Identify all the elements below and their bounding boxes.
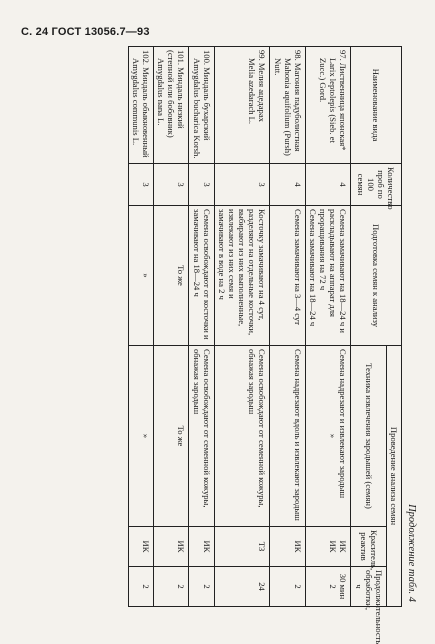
stain-cell: ИК <box>189 527 214 567</box>
stain-cell: ТЗ <box>214 527 270 567</box>
technique-text: » <box>328 433 339 439</box>
column-group-header-analysis: Проведение анализа семян <box>386 346 401 607</box>
row-number: 99. <box>257 50 268 61</box>
species-cell <box>128 47 153 164</box>
table-row <box>154 47 189 607</box>
column-header-name: Наименование вида <box>351 47 402 164</box>
species-name-ru: Миндаль бухарский <box>201 67 212 141</box>
technique-cell: Семена освобождают от семенной кожуры, обнажая зародыш <box>189 346 214 527</box>
preparation-cell: То же <box>154 206 189 346</box>
technique-cell <box>305 346 351 527</box>
preparation-cell: Косточку замачивают на 4 сут, разделяют на отдельные косточки, выбирают из них выполненные, извлекают из них семя и замачивают в воде на 2 ч <box>214 206 270 346</box>
species-name-ru: Мелия ацедарах <box>257 62 268 122</box>
duration-text: 2 <box>328 584 339 589</box>
duration-cell: 24 <box>214 567 270 607</box>
species-name-ru: Магония падуболистная <box>292 62 303 152</box>
sample-count: 3 <box>214 164 270 206</box>
row-number: 102. <box>141 50 152 66</box>
duration-cell: 2 <box>128 567 153 607</box>
species-name-latin: Melia azedarach L. <box>247 58 258 125</box>
row-number: 101. <box>176 50 187 66</box>
column-header-preparation: Подготовка семян к анализу <box>351 206 402 346</box>
species-name-latin: Amygdalus bucharica Korsh. <box>191 58 202 159</box>
rotated-content <box>18 46 418 644</box>
table-row <box>189 47 214 607</box>
duration-cell: 2 <box>270 567 305 607</box>
page-header: С. 24 ГОСТ 13056.7—93 <box>21 26 150 38</box>
table-continuation-label: Продолжение табл. 4 <box>406 504 417 602</box>
sample-count: 4 <box>305 164 351 206</box>
table-row <box>214 47 270 607</box>
technique-cell: То же <box>154 346 189 527</box>
stain-cell <box>305 527 351 567</box>
duration-cell <box>305 567 351 607</box>
duration-cell: 2 <box>189 567 214 607</box>
species-cell <box>270 47 305 164</box>
species-cell <box>305 47 351 164</box>
species-name-latin: Larix leptolepis (Sieb. et Zucc.) Gord. <box>318 58 339 143</box>
stain-cell: ИК <box>128 527 153 567</box>
species-cell <box>214 47 270 164</box>
species-name-ru: Миндаль обыкновенный <box>141 67 152 158</box>
species-name-latin: Mahonia aquifolium (Pursh) Nutt. <box>272 58 293 156</box>
stain-cell: ИК <box>270 527 305 567</box>
technique-cell: » <box>128 346 153 527</box>
species-name-ru: Миндаль низкий (степной или бобовник) <box>166 50 187 138</box>
rotated-table-area <box>18 46 418 644</box>
sample-count: 3 <box>154 164 189 206</box>
table-row <box>128 47 153 607</box>
species-cell <box>154 47 189 164</box>
species-name-ru: Лиственница японская* <box>338 62 349 151</box>
preparation-cell <box>305 206 351 346</box>
preparation-cell: Семена замачивают на 3—4 сут <box>270 206 305 346</box>
column-header-duration: Продолжительность обработки, ч <box>351 567 386 607</box>
column-header-count: Количество проб по 100 семян <box>351 164 402 206</box>
species-name-latin: Amygdalus nana L. <box>156 58 167 126</box>
table-row <box>270 47 305 607</box>
technique-cell: Семена освобождают от семенной кожуры, обнажая зародыш <box>214 346 270 527</box>
species-name-latin: Amygdalus communis L. <box>130 58 141 146</box>
sample-count: 3 <box>189 164 214 206</box>
sample-count: 3 <box>128 164 153 206</box>
preparation-cell: » <box>128 206 153 346</box>
seed-analysis-table <box>128 46 402 644</box>
stain-text: ИК <box>328 540 339 553</box>
sample-count: 4 <box>270 164 305 206</box>
row-number: 98. <box>292 50 303 61</box>
row-number: 100. <box>201 50 212 66</box>
table-row <box>305 47 351 607</box>
technique-text: Семена надрезают и извлекают зародыш <box>338 349 349 499</box>
preparation-text: Семена замачивают на 18—24 ч и раскладывают на аппарат для проращивания на 72 ч <box>318 209 349 333</box>
technique-cell: Семена надрезают вдоль и извлекают зародыш <box>270 346 305 527</box>
row-number: 97. <box>338 50 349 61</box>
stain-text: ИК <box>338 540 349 553</box>
stain-cell: ИК <box>154 527 189 567</box>
column-header-technique: Техника извлечения зародышей (семян) <box>351 346 386 527</box>
duration-text: 30 мин <box>338 573 349 600</box>
species-cell <box>189 47 214 164</box>
preparation-text: Семена замачивают на 18—24 ч <box>308 209 319 327</box>
preparation-cell: Семена освобождают от косточки и замачивают на 18—24 ч <box>189 206 214 346</box>
duration-cell: 2 <box>154 567 189 607</box>
column-header-stain: Краситель, реактив <box>351 527 386 567</box>
